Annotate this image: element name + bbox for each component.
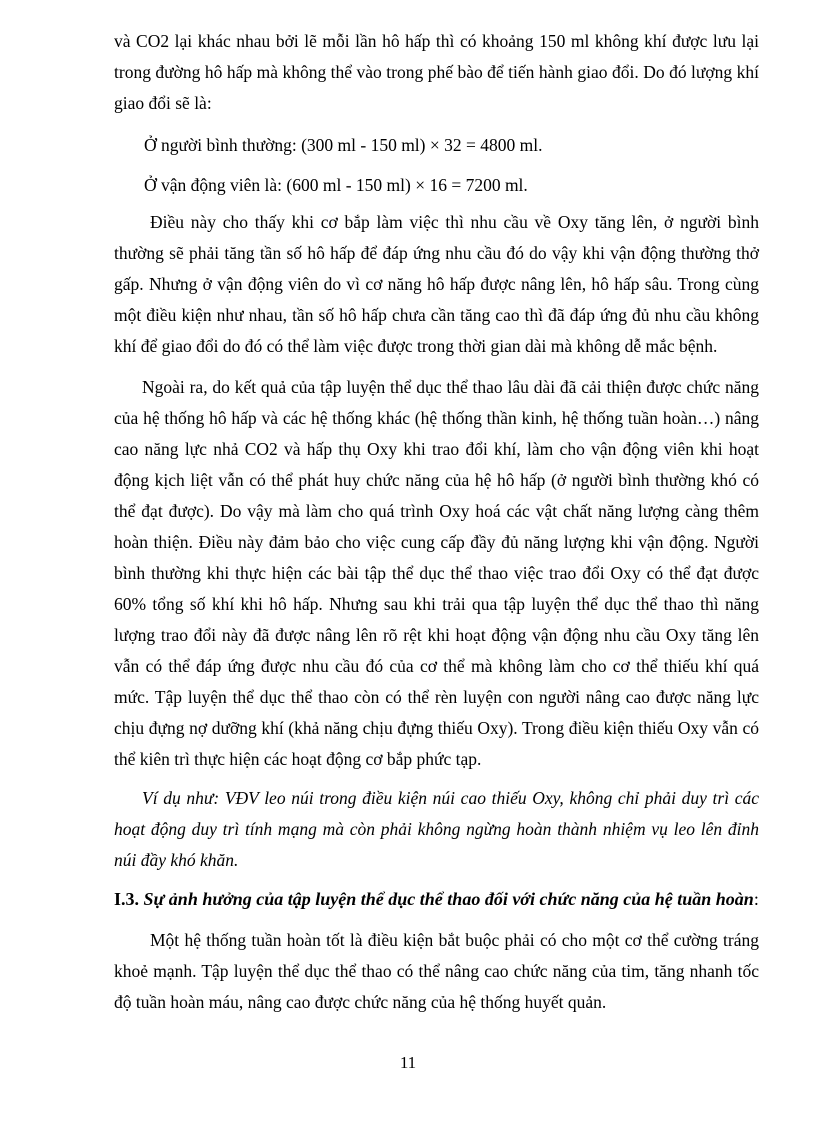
paragraph-long-term-training: Ngoài ra, do kết quả của tập luyện thể dục thể thao lâu dài đã cải thiện được chức năng của hệ thống hô hấp và các hệ thống khác (hệ thống thần kinh, hệ thống tuần hoàn…) nâng cao năng lực nhả CO2 và hấp thụ Oxy khi trao đổi khí, làm cho vận động viên khi hoạt động kịch liệt vẫn có thể phát huy chức năng của hệ hô hấp (ở người bình thường khó có thể đạt được). Do vậy mà làm cho quá trình Oxy hoá các vật chất năng lượng càng thêm hoàn thiện. Điều này đảm bảo cho việc cung cấp đầy đủ năng lượng khi vận động. Người bình thường khi thực hiện các bài tập thể dục thể thao việc trao đổi Oxy có thể đạt được 60% tổng số khí khi hô hấp. Nhưng sau khi trải qua tập luyện thể dục thể thao thì năng lượng trao đổi này đã được nâng lên rõ rệt khi hoạt động vận động nhu cầu Oxy tăng lên vẫn có thể đáp ứng được nhu cầu đó của cơ thể mà không làm cho cơ thể thiếu khí quá mức. Tập luyện thể dục thể thao còn có thể rèn luyện con người nâng cao được năng lực chịu đựng nợ dưỡng khí (khả năng chịu đựng thiếu Oxy). Trong điều kiện thiếu Oxy vẫn có thể kiên trì thực hiện các hoạt động cơ bắp phức tạp.	[114, 377, 759, 769]
paragraph-example: Ví dụ như: VĐV leo núi trong điều kiện núi cao thiếu Oxy, không chỉ phải duy trì các hoạt động duy trì tính mạng mà còn phải không ngừng hoàn thành nhiệm vụ leo lên đỉnh núi đầy khó khăn.	[114, 788, 759, 870]
section-colon: :	[753, 889, 759, 909]
paragraph-gas-exchange-intro: và CO2 lại khác nhau bởi lẽ mỗi lần hô hấp thì có khoảng 150 ml không khí được lưu lại trong đường hô hấp mà không thể vào trong phế bào để tiến hành giao đổi. Do đó lượng khí giao đổi sẽ là:	[114, 31, 759, 113]
document-page	[114, 26, 759, 1018]
paragraph-oxygen-demand: Điều này cho thấy khi cơ bắp làm việc thì nhu cầu về Oxy tăng lên, ở người bình thường sẽ phải tăng tần số hô hấp để đáp ứng nhu cầu đó do vậy khi vận động thường thở gấp. Nhưng ở vận động viên do vì cơ năng hô hấp được nâng lên, hô hấp sâu. Trong cùng một điều kiện như nhau, tần số hô hấp chưa cần tăng cao thì đã đáp ứng đủ nhu cầu không khí để giao đổi do đó có thể làm việc được trong thời gian dài mà không dễ mắc bệnh.	[114, 212, 759, 356]
section-heading	[114, 884, 759, 915]
page-number: 11	[399, 1053, 417, 1072]
formula-athlete: Ở vận động viên là: (600 ml - 150 ml) × 16 = 7200 ml.	[144, 175, 528, 195]
section-title: Sự ảnh hưởng của tập luyện thể dục thể thao đối với chức năng của hệ tuần hoàn	[139, 889, 754, 909]
section-number: I.3.	[114, 889, 140, 909]
paragraph-circulatory-system: Một hệ thống tuần hoàn tốt là điều kiện bắt buộc phải có cho một cơ thể cường tráng khoẻ mạnh. Tập luyện thể dục thể thao có thể nâng cao chức năng của tim, tăng nhanh tốc độ tuần hoàn máu, nâng cao được chức năng của hệ thống huyết quản.	[114, 930, 759, 1012]
formula-normal-person: Ở người bình thường: (300 ml - 150 ml) × 32 = 4800 ml.	[144, 135, 543, 155]
